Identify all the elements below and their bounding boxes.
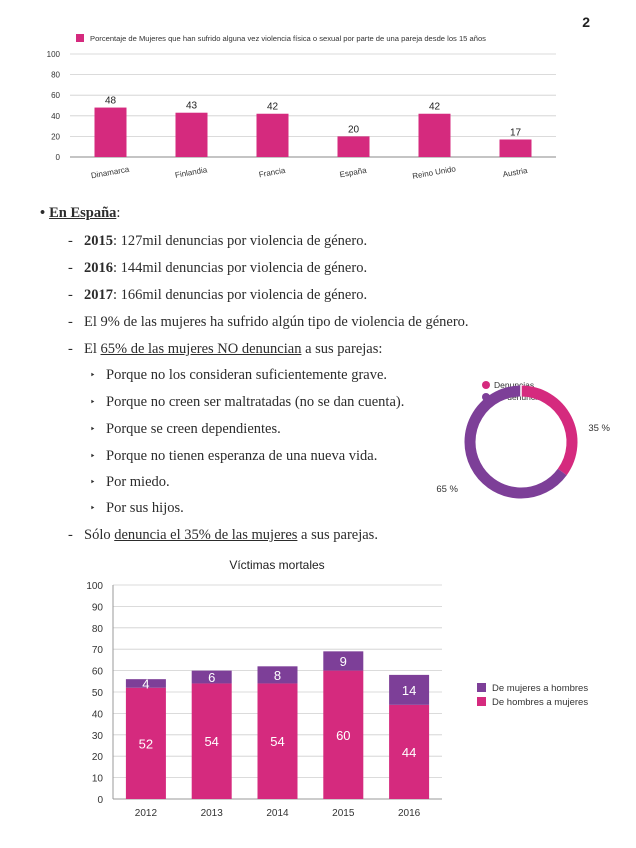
dash-marker: - [68, 314, 73, 330]
y-tick-label: 10 [91, 773, 103, 785]
section-heading [40, 205, 120, 222]
triangle-bullet-icon: ‣ [90, 370, 96, 380]
y-tick-label: 80 [91, 623, 103, 635]
x-tick-label: Reino Unido [411, 164, 457, 181]
x-tick-label: Austria [502, 165, 529, 180]
sub-item-text: Porque no creen ser maltratadas (no se dan cuenta). [106, 394, 405, 410]
item-post: a sus parejas. [297, 527, 378, 543]
y-tick-label: 70 [91, 645, 103, 657]
y-tick-label: 20 [51, 132, 60, 142]
dash-marker: - [68, 260, 73, 276]
data-label: 43 [185, 100, 198, 112]
data-label: 54 [270, 734, 285, 750]
dash-marker: - [68, 341, 73, 357]
x-tick-label: Dinamarca [90, 164, 130, 181]
year: 2016 [84, 260, 113, 276]
y-tick-label: 90 [91, 602, 103, 614]
triangle-bullet-icon: ‣ [90, 477, 96, 487]
list-item-text [84, 527, 378, 544]
triangle-bullet-icon: ‣ [90, 451, 96, 461]
item-post: a sus parejas: [301, 341, 383, 357]
legend-swatch [477, 697, 486, 706]
triangle-bullet-icon: ‣ [90, 503, 96, 513]
bar [95, 108, 127, 157]
reporting-donut-chart [420, 375, 630, 515]
y-tick-label: 60 [91, 666, 103, 678]
data-label: 9 [339, 653, 347, 669]
x-tick-label: Finlandia [174, 165, 208, 180]
x-tick-label: 2016 [397, 808, 421, 819]
slice-value-label: 35 % [588, 423, 610, 434]
y-tick-label: 100 [86, 581, 103, 592]
x-tick-label: 2014 [266, 808, 289, 819]
legend-label: No denuncias [494, 392, 546, 402]
bar [257, 114, 289, 157]
y-tick-label: 40 [51, 111, 60, 121]
data-label: 48 [104, 95, 117, 107]
legend-label: De hombres a mujeres [492, 697, 589, 708]
legend-label: Porcentaje de Mujeres que han sufrido alguna vez violencia física o sexual por parte de una pareja desde los 15 años [90, 34, 486, 43]
sub-item-text: Por sus hijos. [106, 500, 184, 516]
data-label: 42 [266, 101, 279, 113]
triangle-bullet-icon: ‣ [90, 397, 96, 407]
data-label: 54 [204, 734, 219, 750]
item-rest: : 127mil denuncias por violencia de género. [113, 233, 368, 249]
list-item-text [84, 341, 382, 358]
legend-swatch [477, 683, 486, 692]
item-underlined: denuncia el 35% de las mujeres [114, 527, 298, 543]
year: 2015 [84, 233, 113, 249]
bar [419, 114, 451, 157]
data-label: 14 [401, 682, 417, 698]
heading-colon: : [116, 205, 121, 221]
data-label: 6 [208, 670, 216, 686]
y-tick-label: 100 [46, 50, 60, 59]
data-label: 42 [428, 101, 441, 113]
y-tick-label: 0 [55, 153, 60, 162]
legend-dot [482, 381, 490, 389]
item-rest: : 166mil denuncias por violencia de género. [113, 287, 368, 303]
bar [338, 136, 370, 157]
page-number: 2 [582, 14, 590, 30]
y-tick-label: 20 [91, 752, 103, 764]
list-item-text [84, 260, 367, 277]
list-item-text [84, 233, 367, 250]
data-label: 4 [142, 676, 150, 692]
chart-title: Víctimas mortales [229, 558, 325, 572]
sub-item-text: Porque se creen dependientes. [106, 421, 281, 437]
slice-value-label: 65 % [436, 484, 458, 495]
dash-marker: - [68, 233, 73, 249]
x-tick-label: España [338, 165, 368, 180]
y-tick-label: 40 [91, 709, 103, 721]
legend-label: Denuncias [494, 380, 535, 390]
data-label: 52 [138, 736, 154, 752]
item-pre: El [84, 341, 101, 357]
bar [176, 113, 208, 157]
y-tick-label: 80 [51, 70, 60, 80]
x-tick-label: Francia [258, 165, 286, 180]
bar [500, 139, 532, 157]
y-tick-label: 30 [91, 730, 103, 742]
sub-item-text: Porque no los consideran suficientemente grave. [106, 367, 388, 383]
heading-bullet: • [40, 205, 46, 221]
dash-marker: - [68, 287, 73, 303]
legend-label: De mujeres a hombres [492, 683, 589, 694]
item-rest: : 144mil denuncias por violencia de género. [113, 260, 368, 276]
data-label: 44 [401, 744, 417, 760]
x-tick-label: 2015 [332, 808, 355, 819]
dash-marker: - [68, 527, 73, 543]
item-underlined: 65% de las mujeres NO denuncian [100, 341, 302, 357]
data-label: 60 [336, 727, 351, 743]
x-tick-label: 2012 [134, 808, 158, 819]
year: 2017 [84, 287, 113, 303]
sub-item-text: Por miedo. [106, 474, 170, 490]
list-item-text: El 9% de las mujeres ha sufrido algún tipo de violencia de género. [84, 314, 469, 330]
x-tick-label: 2013 [200, 808, 223, 819]
legend-swatch [76, 34, 84, 42]
country-violence-bar-chart [0, 0, 636, 200]
y-tick-label: 0 [97, 795, 103, 806]
data-label: 17 [509, 127, 522, 139]
sub-item-text: Porque no tienen esperanza de una nueva vida. [106, 448, 378, 464]
donut-slice [521, 391, 572, 472]
heading-text: En España [49, 205, 117, 221]
item-pre: Sólo [84, 527, 115, 543]
data-label: 8 [273, 667, 282, 683]
y-tick-label: 60 [51, 91, 60, 101]
data-label: 20 [347, 124, 360, 136]
list-item-text [84, 287, 367, 304]
mortal-victims-stacked-chart [0, 550, 636, 848]
y-tick-label: 50 [91, 688, 103, 699]
donut-slice [470, 391, 562, 493]
triangle-bullet-icon: ‣ [90, 424, 96, 434]
